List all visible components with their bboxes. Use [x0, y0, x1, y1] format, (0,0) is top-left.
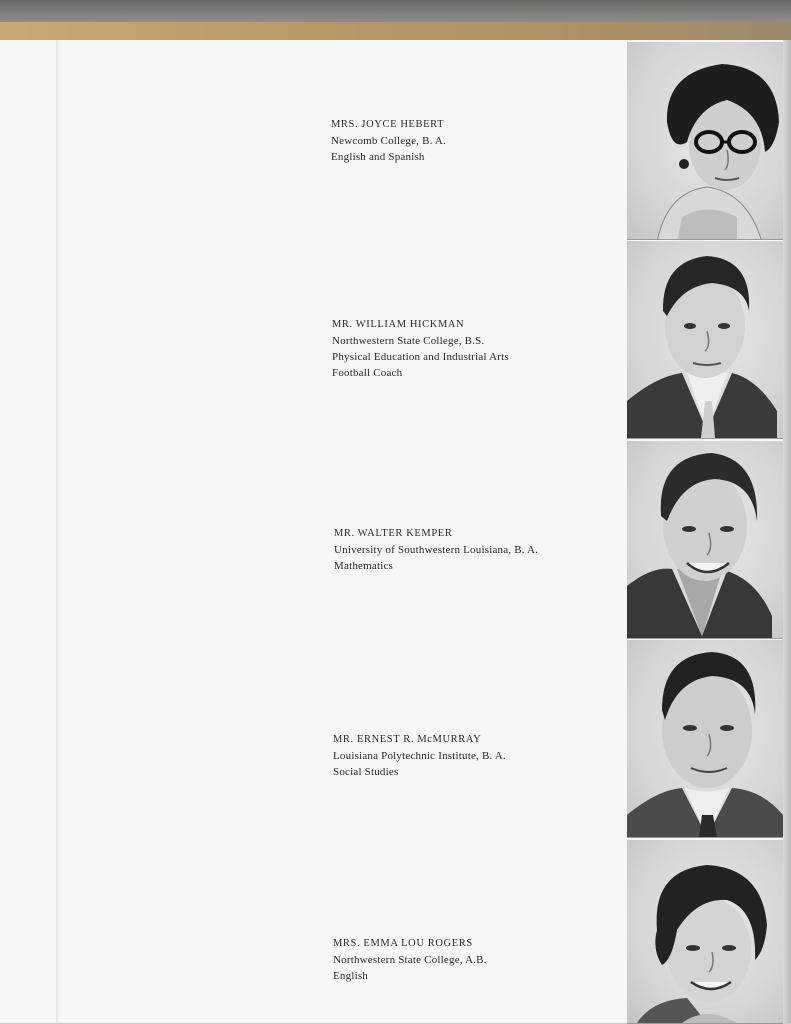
faculty-subject: Physical Education and Industrial Arts: [332, 351, 509, 363]
portrait-man-smiling-icon: [627, 441, 783, 639]
faculty-school: Newcomb College, B. A.: [331, 135, 446, 147]
book-edge: [0, 22, 791, 42]
portrait-woman-smiling-icon: [627, 840, 783, 1024]
portrait-woman-glasses-icon: [627, 42, 783, 240]
portrait-man-tie-icon: [627, 640, 783, 838]
page-gutter: [56, 40, 59, 1023]
faculty-school: Northwestern State College, B.S.: [332, 335, 485, 347]
faculty-name: MRS. EMMA LOU ROGERS: [333, 938, 473, 949]
faculty-subject: Social Studies: [333, 766, 399, 778]
faculty-name: MRS. JOYCE HEBERT: [331, 119, 445, 130]
faculty-name: MR. WALTER KEMPER: [334, 528, 453, 539]
faculty-subject: English and Spanish: [331, 151, 425, 163]
faculty-subject: English: [333, 970, 369, 982]
scan-top-strip: [0, 0, 791, 22]
portrait-man-icon: [627, 241, 783, 439]
faculty-subject: Football Coach: [332, 367, 403, 379]
faculty-subject: Mathematics: [334, 560, 394, 572]
faculty-school: Northwestern State College, A.B.: [333, 954, 487, 966]
faculty-name: MR. ERNEST R. McMURRAY: [333, 734, 482, 745]
faculty-school: University of Southwestern Louisiana, B. A.: [334, 544, 539, 556]
faculty-school: Louisiana Polytechnic Institute, B. A.: [333, 750, 506, 762]
faculty-name: MR. WILLIAM HICKMAN: [332, 319, 465, 330]
